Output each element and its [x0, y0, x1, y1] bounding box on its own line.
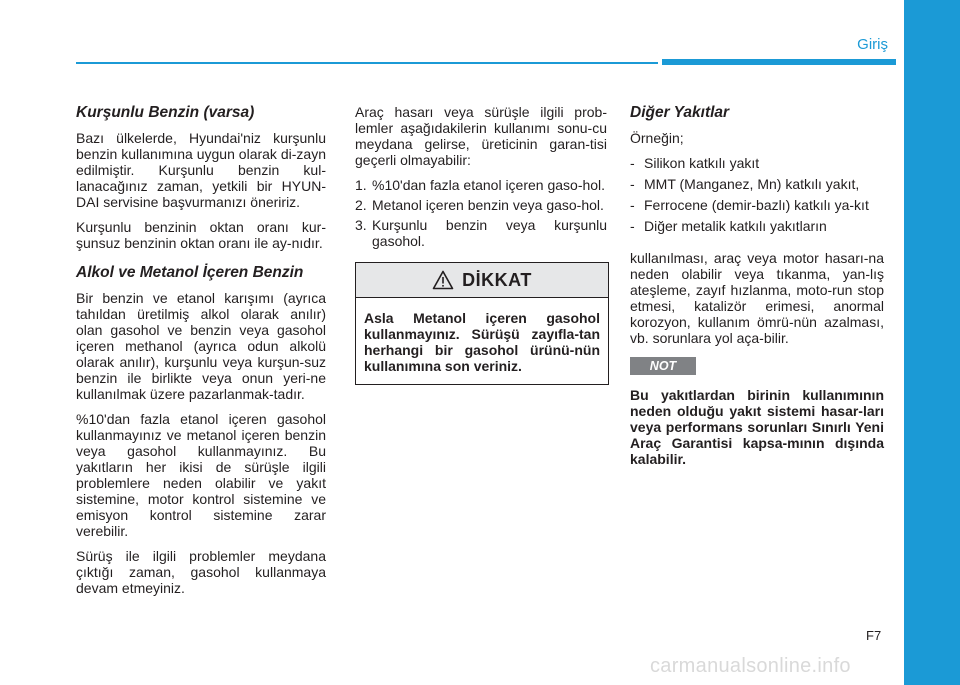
note-text: Bu yakıtlardan birinin kullanımının neden olduğu yakıt sistemi hasar-ları veya performans sorunları Sınırlı Yeni Araç Garantisi kapsa-mının dışında kalabilir.: [630, 387, 884, 467]
list-item: [355, 217, 607, 249]
leaded-fuel-paragraph-2: Kurşunlu benzinin oktan oranı kur-şunsuz benzinin oktan oranı ile ay-nıdır.: [76, 219, 326, 251]
header-rule: [76, 62, 658, 64]
column-left: [76, 104, 326, 605]
list-number: 2.: [355, 197, 367, 213]
list-item: [355, 177, 607, 193]
header-accent-bar: [662, 59, 896, 65]
alcohol-fuel-paragraph-3: Sürüş ile ilgili problemler meydana çıktığı zaman, gasohol kullanmaya devam etmeyiniz.: [76, 548, 326, 596]
alcohol-fuel-paragraph-1: Bir benzin ve etanol karışımı (ayrıca tahıldan üretilmiş alkol olarak anılır) olan gasohol ve benzin veya gasohol içeren methanol (ayrıca odun alkolü olarak anılır), kurşunlu veya kurşun-suz benzin ile birlikte veya onun yeri-ne kullanılmak üzere pazarlanmak-tadır.: [76, 290, 326, 402]
caution-title: DİKKAT: [462, 270, 532, 290]
list-number: 3.: [355, 217, 367, 233]
example-label: Örneğin;: [630, 130, 684, 146]
page-edge-tab: [904, 0, 960, 685]
section-title: Giriş: [857, 36, 888, 53]
list-item: - MMT (Manganez, Mn) katkılı yakıt,: [630, 176, 860, 192]
list-text: Ferrocene (demir-bazlı) katkılı ya-kıt: [644, 197, 869, 213]
warranty-intro: Araç hasarı veya sürüşle ilgili prob-lemler aşağıdakilerin kullanımı sonu-cu meydana gelirse, üreticinin garan-tisi geçerli olmayabilir:: [355, 104, 607, 168]
list-text: Metanol içeren benzin veya gaso-hol.: [372, 197, 604, 213]
alcohol-fuel-heading: Alkol ve Metanol İçeren Benzin: [76, 264, 304, 281]
leaded-fuel-heading: Kurşunlu Benzin (varsa): [76, 104, 255, 121]
leaded-fuel-paragraph-1: Bazı ülkelerde, Hyundai'niz kurşunlu benzin kullanımına uygun olarak di-zayn edilmiştir. Kurşunlu benzin kul-lanacağınız zaman, yetkili bir HYUN-DAI servisine başvurmanızı öneririz.: [76, 130, 326, 210]
list-item: - Silikon katkılı yakıt: [630, 155, 760, 171]
list-item: - Ferrocene (demir-bazlı) katkılı ya-kıt: [630, 197, 869, 213]
list-text: Kurşunlu benzin veya kurşunlu gasohol.: [372, 217, 607, 249]
warning-triangle-icon: [432, 270, 454, 290]
other-fuels-heading: Diğer Yakıtlar: [630, 104, 730, 121]
list-number: 1.: [355, 177, 367, 193]
column-right: [630, 104, 884, 476]
watermark: carmanualsonline.info: [650, 655, 851, 677]
note-badge: NOT: [630, 357, 696, 375]
caution-header: [356, 263, 608, 298]
list-item: [355, 197, 607, 213]
additive-list: [630, 155, 884, 234]
alcohol-fuel-paragraph-2: %10'dan fazla etanol içeren gasohol kullanmayınız ve metanol içeren benzin veya gasohol kullanmayınız. Bu yakıtların her ikisi de sürüşle ilgili problemlere neden olabilir ve yakıt sistemine, motor kontrol sistemine ve emisyon kontrol sistemine zarar verebilir.: [76, 411, 326, 539]
list-text: %10'dan fazla etanol içeren gaso-hol.: [372, 177, 606, 193]
caution-body: [356, 298, 608, 384]
page-number: F7: [866, 628, 882, 643]
caution-text: Asla Metanol içeren gasohol kullanmayınız. Sürüşü zayıfla-tan herhangi bir gasohol ürünü-nün kullanımına son veriniz.: [364, 310, 600, 374]
list-text: Diğer metalik katkılı yakıtların: [644, 218, 827, 234]
caution-box: [355, 262, 609, 385]
warranty-list: [355, 177, 607, 249]
column-middle: [355, 104, 607, 385]
consequence-paragraph: kullanılması, araç veya motor hasarı-na neden olabilir veya tıkanma, yan-lış ateşleme, zayıf hızlanma, moto-run stop etmesi, katalizör erimesi, anormal korozyon, kullanım ömrü-nün azalması, vb. sorunlara yol aça-bilir.: [630, 250, 884, 346]
list-item: - Diğer metalik katkılı yakıtların: [630, 218, 827, 234]
list-text: Silikon katkılı yakıt: [644, 155, 760, 171]
list-text: MMT (Manganez, Mn) katkılı yakıt,: [644, 176, 860, 192]
